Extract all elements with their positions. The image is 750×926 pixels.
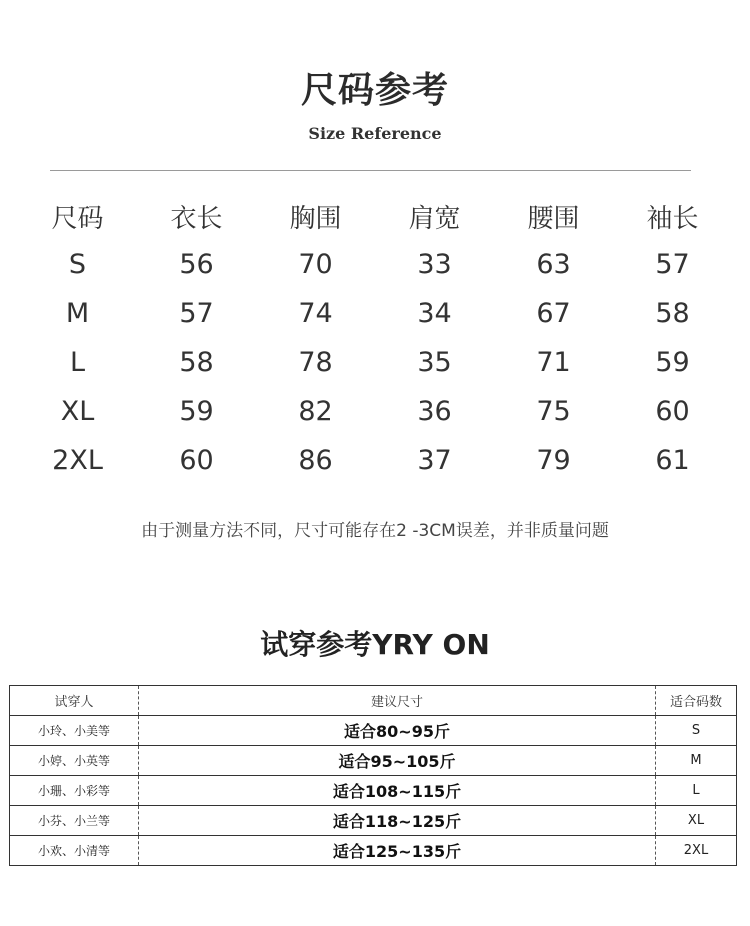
page-subtitle: Size Reference [308,124,442,143]
try-on-row [10,806,737,836]
shoulder-col-header: 肩宽 [408,203,461,234]
fit-size-cell: S [656,716,737,746]
try-on-row [10,776,737,806]
suggested-size-cell: 适合95~105斤 [139,746,656,776]
chest-cell: 86 [298,445,333,476]
shoulder-cell: 36 [417,396,452,427]
chest-col-header: 胸围 [289,203,342,234]
try-on-header-row [10,686,737,716]
fit-size-cell: M [656,746,737,776]
length-cell: 57 [179,298,214,329]
size-table-header-row [18,192,732,240]
size-col-header: 尺码 [51,203,104,234]
tester-cell: 小玲、小美等 [10,716,139,746]
length-col-header: 衣长 [170,203,223,234]
tester-cell: 小婷、小英等 [10,746,139,776]
sleeve-col-header: 袖长 [646,203,699,234]
waist-col-header: 腰围 [527,203,580,234]
suggested-size-cell: 适合80~95斤 [139,716,656,746]
size-reference-table [18,192,732,485]
title-divider [50,170,691,171]
try-on-table [9,685,737,866]
fit-size-col-header: 适合码数 [656,686,737,716]
length-cell: 58 [179,347,214,378]
size-cell: XL [60,396,95,427]
try-on-row [10,746,737,776]
size-row-2xl [18,436,732,485]
sleeve-cell: 59 [655,347,690,378]
chest-cell: 74 [298,298,333,329]
waist-cell: 71 [536,347,571,378]
suggested-size-col-header: 建议尺寸 [139,686,656,716]
sleeve-cell: 57 [655,249,690,280]
tester-cell: 小欢、小清等 [10,836,139,866]
size-row-s [18,240,732,289]
size-cell: L [69,347,86,378]
size-cell: M [65,298,90,329]
shoulder-cell: 35 [417,347,452,378]
waist-cell: 79 [536,445,571,476]
sleeve-cell: 60 [655,396,690,427]
tester-col-header: 试穿人 [10,686,139,716]
fit-size-cell: XL [656,806,737,836]
fit-size-cell: 2XL [656,836,737,866]
chest-cell: 70 [298,249,333,280]
size-row-m [18,289,732,338]
sleeve-cell: 58 [655,298,690,329]
size-row-l [18,338,732,387]
length-cell: 60 [179,445,214,476]
shoulder-cell: 37 [417,445,452,476]
waist-cell: 63 [536,249,571,280]
try-on-row [10,716,737,746]
try-on-row [10,836,737,866]
suggested-size-cell: 适合118~125斤 [139,806,656,836]
size-cell: S [68,249,87,280]
suggested-size-cell: 适合125~135斤 [139,836,656,866]
waist-cell: 67 [536,298,571,329]
try-on-title: 试穿参考YRY ON [260,628,490,661]
size-row-xl [18,387,732,436]
length-cell: 56 [179,249,214,280]
fit-size-cell: L [656,776,737,806]
shoulder-cell: 33 [417,249,452,280]
page-title: 尺码参考 [300,70,449,111]
length-cell: 59 [179,396,214,427]
waist-cell: 75 [536,396,571,427]
measurement-note: 由于测量方法不同，尺寸可能存在2 -3CM误差，并非质量问题 [141,521,609,541]
chest-cell: 82 [298,396,333,427]
sleeve-cell: 61 [655,445,690,476]
suggested-size-cell: 适合108~115斤 [139,776,656,806]
size-cell: 2XL [52,445,103,476]
tester-cell: 小珊、小彩等 [10,776,139,806]
chest-cell: 78 [298,347,333,378]
shoulder-cell: 34 [417,298,452,329]
tester-cell: 小芬、小兰等 [10,806,139,836]
